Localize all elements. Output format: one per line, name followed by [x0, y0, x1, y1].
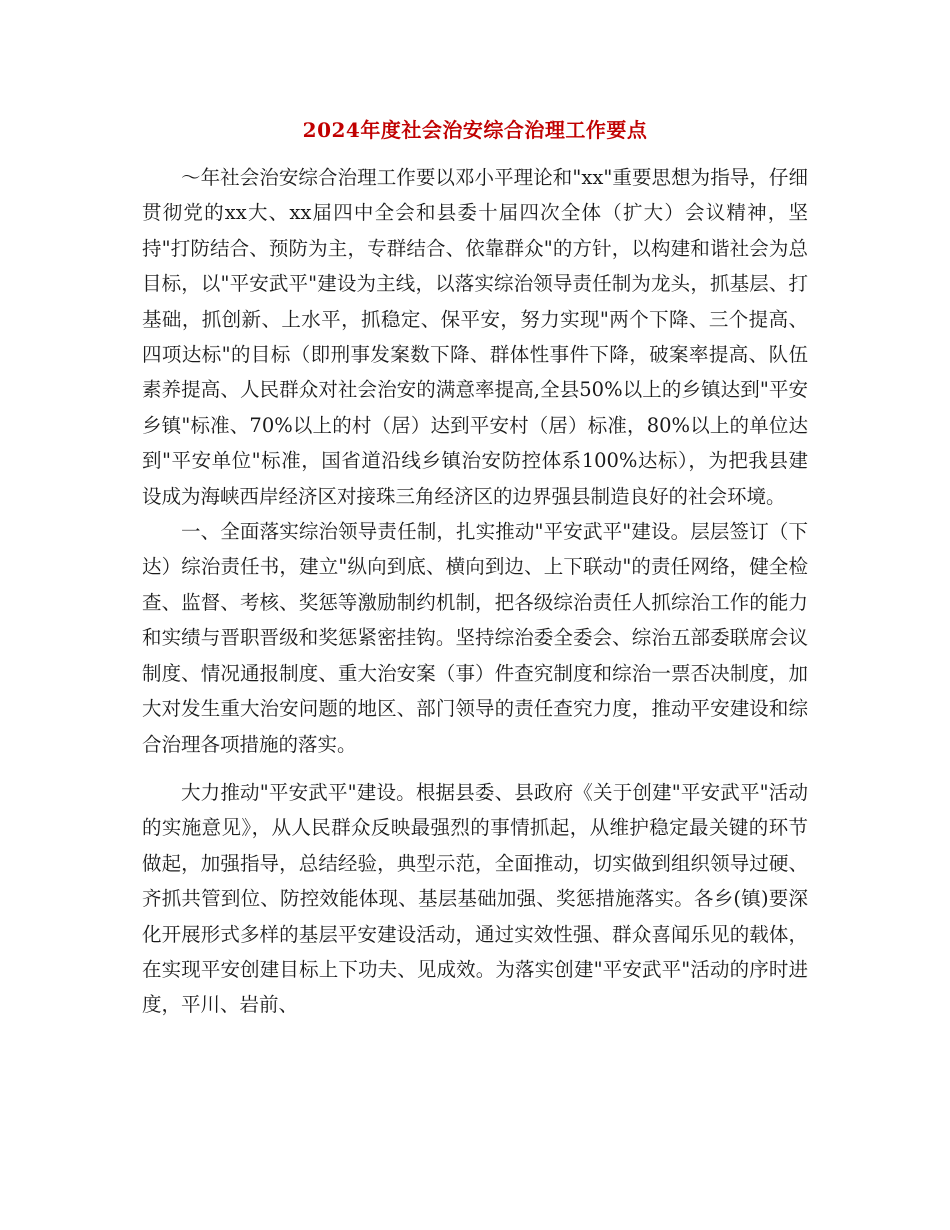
paragraph-peace-construction: 大力推动"平安武平"建设。根据县委、县政府《关于创建"平安武平"活动的实施意见》，从人民群众反映最强烈的事情抓起，从维护稳定最关键的环节做起，加强指导，总结经验，典型示范，全面推动，切实做到组织领导过硬、齐抓共管到位、防控效能体现、基层基础加强、奖惩措施落实。各乡(镇)要深化开展形式多样的基层平安建设活动，通过实效性强、群众喜闻乐见的载体，在实现平安创建目标上下功夫、见成效。为落实创建"平安武平"活动的序时进度，平川、岩前、	[142, 780, 808, 1017]
paragraph-section-1: 一、全面落实综治领导责任制，扎实推动"平安武平"建设。层层签订（下达）综治责任书，建立"纵向到底、横向到边、上下联动"的责任网络，健全检查、监督、考核、奖惩等激励制约机制，把各级综治责任人抓综治工作的能力和实绩与晋职晋级和奖惩紧密挂钩。坚持综治委全委会、综治五部委联席会议制度、情况通报制度、重大治安案（事）件查究制度和综治一票否决制度，加大对发生重大治安问题的地区、部门领导的责任查究力度，推动平安建设和综合治理各项措施的落实。	[142, 520, 808, 756]
paragraph-intro: ～年社会治安综合治理工作要以邓小平理论和"xx"重要思想为指导，仔细贯彻党的xx大、xx届四中全会和县委十届四次全体（扩大）会议精神，坚持"打防结合、预防为主，专群结合、依靠群众"的方针，以构建和谐社会为总目标，以"平安武平"建设为主线，以落实综治领导责任制为龙头，抓基层、打基础，抓创新、上水平，抓稳定、保平安，努力实现"两个下降、三个提高、四项达标"的目标（即刑事发案数下降、群体性事件下降，破案率提高、队伍素养提高、人民群众对社会治安的满意率提高,全县50%以上的乡镇达到"平安乡镇"标准、70%以上的村（居）达到平安村（居）标准，80%以上的单位达到"平安单位"标准，国省道沿线乡镇治安防控体系100%达标），为把我县建设成为海峡西岸经济区对接珠三角经济区的边界强县制造良好的社会环境。	[142, 166, 808, 508]
document-title: 2024年度社会治安综合治理工作要点	[302, 118, 648, 142]
document-body	[142, 160, 808, 1023]
